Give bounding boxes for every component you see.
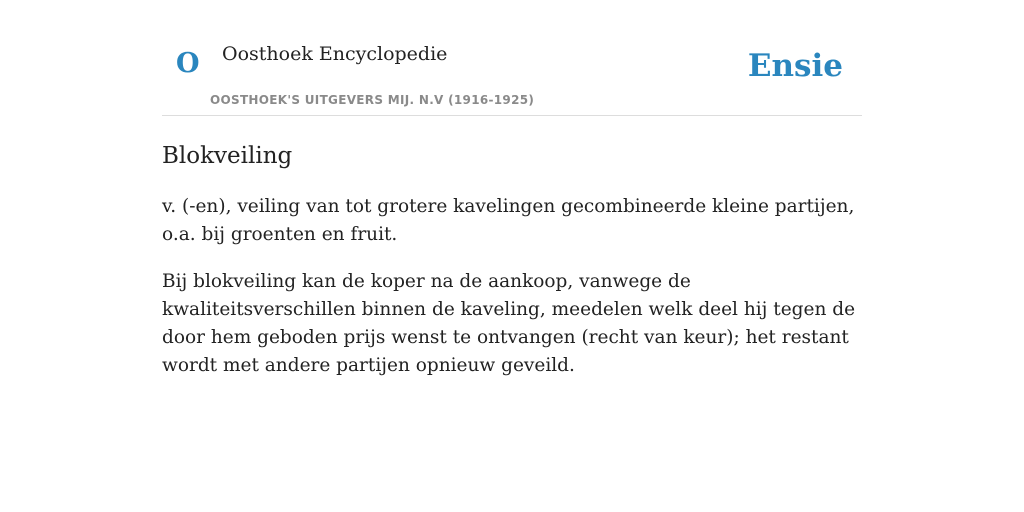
entry-title: Blokveiling xyxy=(162,143,293,169)
page xyxy=(162,0,862,380)
site-subtitle: OOSTHOEK'S UITGEVERS MIJ. N.V (1916-1925) xyxy=(210,93,535,107)
site-title[interactable]: Oosthoek Encyclopedie xyxy=(222,43,448,65)
entry-definition: v. (-en), veiling van tot grotere kavelingen gecombineerde kleine partijen, o.a. bij groenten en fruit. xyxy=(162,196,855,245)
site-header xyxy=(162,0,862,116)
site-logo[interactable]: O xyxy=(176,48,200,79)
brand-logo[interactable]: Ensie xyxy=(747,48,843,84)
entry-explanation: Bij blokveiling kan de koper na de aankoop, vanwege de kwaliteitsverschillen binnen de kaveling, meedelen welk deel hij tegen de door hem geboden prijs wenst te ontvangen (recht van keur); het restant wordt met andere partijen opnieuw geveild. xyxy=(162,271,856,376)
